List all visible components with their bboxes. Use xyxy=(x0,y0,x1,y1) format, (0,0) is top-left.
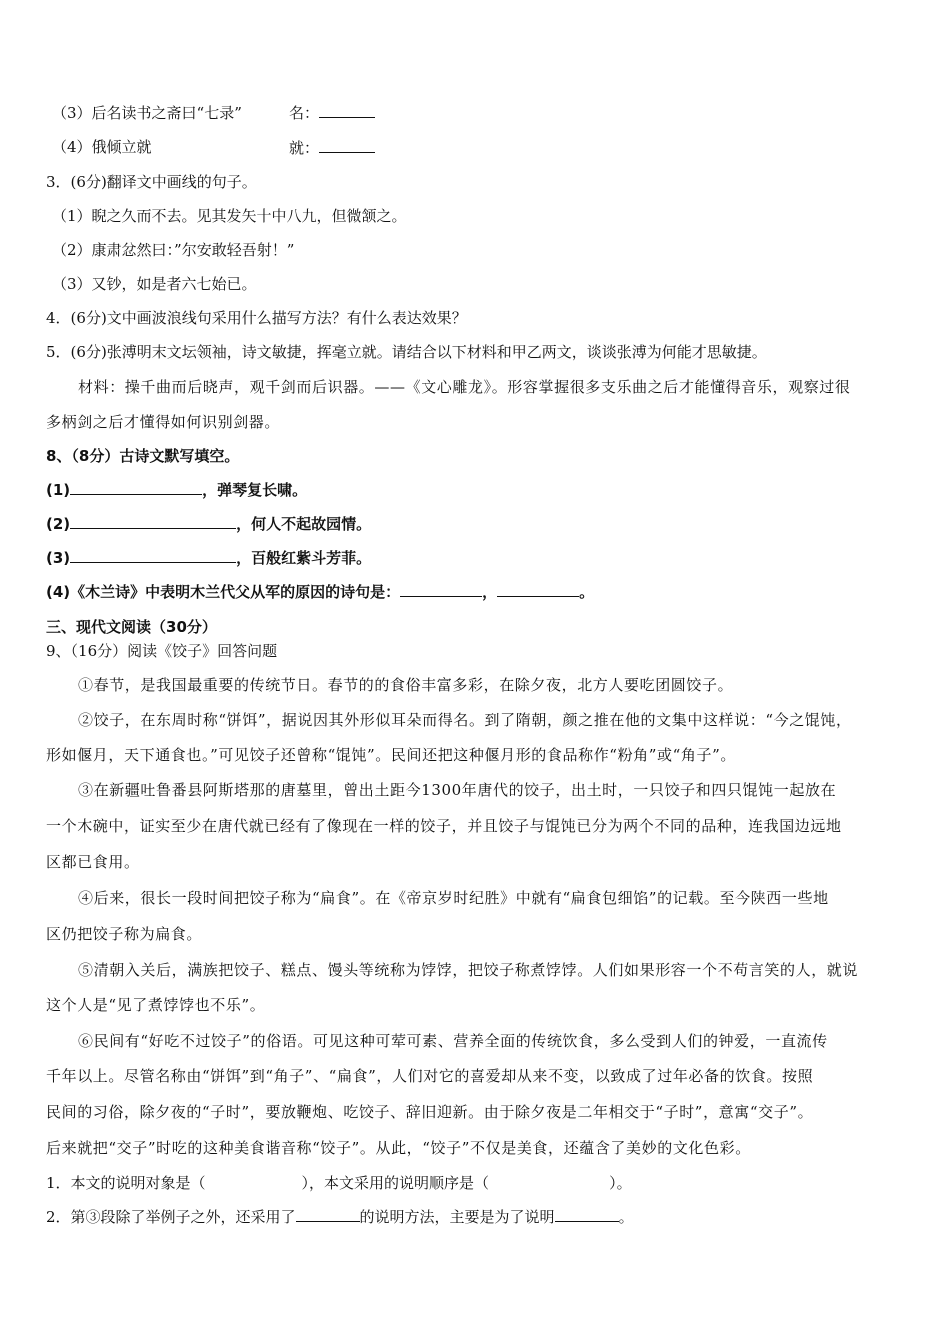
q9-paragraph-5-line-1: ⑤清朝入关后，满族把饺子、糕点、馒头等统称为饽饽，把饺子称煮饽饽。人们如果形容一个不苟言笑的人，就说 xyxy=(78,961,859,979)
q9-paragraph-5-line-2: 这个人是“见了煮饽饽也不乐”。 xyxy=(46,996,266,1014)
q9-paragraph-2-line-1: ②饺子，在东周时称“饼饵”，据说因其外形似耳朵而得名。到了隋朝，颜之推在他的文集中这样说：“今之馄饨， xyxy=(78,711,852,729)
section-heading: 三、现代文阅读（30分） xyxy=(46,618,217,636)
q8-line-4 xyxy=(46,582,594,602)
q8-line-2 xyxy=(46,514,371,534)
q9-sub-2-part-b: 的说明方法，主要是为了说明 xyxy=(359,1208,555,1226)
q9-paragraph-3-line-1: ③在新疆吐鲁番县阿斯塔那的唐墓里，曾出土距今1300年唐代的饺子，出土时，一只饺子和四只馄饨一起放在 xyxy=(78,781,837,799)
q9-sub-2 xyxy=(46,1207,634,1227)
q3-title: 3．(6分)翻译文中画线的句子。 xyxy=(46,173,257,191)
q9-paragraph-1: ①春节，是我国最重要的传统节日。春节的的食俗丰富多彩，在除夕夜，北方人要吃团圆饺子。 xyxy=(78,676,734,694)
q8-line-4-text: (4)《木兰诗》中表明木兰代父从军的原因的诗句是： xyxy=(46,583,401,601)
answer-blank[interactable] xyxy=(497,582,579,597)
q8-line-1-text: ，弹琴复长啸。 xyxy=(202,481,308,499)
q9-sub-2-part-a: 2．第③段除了举例子之外，还采用了 xyxy=(46,1208,296,1226)
q3-sentence-3: （3）又钞，如是者六七始已。 xyxy=(52,275,257,293)
q9-paragraph-6-line-1: ⑥民间有“好吃不过饺子”的俗语。可见这种可荤可素、营养全面的传统饮食，多么受到人们的钟爱，一直流传 xyxy=(78,1032,828,1050)
answer-blank[interactable] xyxy=(555,1207,619,1222)
q3-sentence-1: （1）睨之久而不去。见其发矢十中八九，但微颔之。 xyxy=(52,207,407,225)
q3-sentence-2: （2）康肃忿然曰：”尔安敢轻吾射！” xyxy=(52,241,295,259)
q9-paragraph-3-line-2: 一个木碗中，证实至少在唐代就已经有了像现在一样的饺子，并且饺子与馄饨已分为两个不同的品种，连我国边远地 xyxy=(46,817,842,835)
q8-line-1 xyxy=(46,480,307,500)
q5-material-line-2: 多柄剑之后才懂得如何识别剑器。 xyxy=(46,413,281,431)
q9-paragraph-6-line-3: 民间的习俗，除夕夜的“子时”，要放鞭炮、吃饺子、辞旧迎新。由于除夕夜是二年相交于“子时”，意寓“交子”。 xyxy=(46,1103,814,1121)
answer-blank[interactable] xyxy=(70,480,202,495)
q8-line-3-number: (3) xyxy=(46,549,71,567)
answer-blank[interactable] xyxy=(319,138,375,153)
q2-item4 xyxy=(52,137,152,157)
q9-sub-1-part-c: ）。 xyxy=(609,1174,632,1192)
q9-sub-1-part-a: 1．本文的说明对象是（ xyxy=(46,1174,206,1192)
q9-paragraph-4-line-2: 区仍把饺子称为扁食。 xyxy=(46,925,203,943)
q4-title: 4．(6分)文中画波浪线句采用什么描写方法？有什么表达效果？ xyxy=(46,309,467,327)
q8-line-3 xyxy=(46,548,371,568)
q9-paragraph-2-line-2: 形如偃月，天下通食也。”可见饺子还曾称“馄饨”。民间还把这种偃月形的食品称作“粉角”或“角子”。 xyxy=(46,746,736,764)
q9-title: 9、（16分）阅读《饺子》回答问题 xyxy=(46,642,278,660)
q9-sub-2-part-c: 。 xyxy=(618,1208,634,1226)
answer-blank[interactable] xyxy=(70,514,236,529)
answer-blank[interactable] xyxy=(296,1207,360,1222)
q2-item4-answer xyxy=(289,138,375,158)
q5-title: 5．(6分)张溥明末文坛领袖，诗文敏捷，挥毫立就。请结合以下材料和甲乙两文，谈谈张溥为何能才思敏捷。 xyxy=(46,343,767,361)
q2-item3 xyxy=(52,103,242,123)
q9-paragraph-6-line-2: 千年以上。尽管名称由“饼饵”到“角子”、“扁食”，人们对它的喜爱却从来不变，以致成了过年必备的饮食。按照 xyxy=(46,1067,814,1085)
q9-paragraph-4-line-1: ④后来，很长一段时间把饺子称为“扁食”。在《帝京岁时纪胜》中就有“扁食包细馅”的记载。至今陕西一些地 xyxy=(78,889,829,907)
q2-item4-text: （4）俄倾立就 xyxy=(52,138,152,156)
q9-sub-1-part-b: ），本文采用的说明顺序是（ xyxy=(301,1174,490,1192)
q9-paragraph-3-line-3: 区都已食用。 xyxy=(46,853,140,871)
q8-line-2-number: (2) xyxy=(46,515,71,533)
answer-blank[interactable] xyxy=(319,103,375,118)
answer-blank[interactable] xyxy=(400,582,482,597)
q2-item3-answer xyxy=(289,103,375,123)
q9-sub-1 xyxy=(46,1173,632,1193)
q8-title: 8、（8分）古诗文默写填空。 xyxy=(46,447,240,465)
q2-item3-label: 名： xyxy=(289,104,320,122)
q8-line-4-comma: ， xyxy=(482,583,498,601)
q8-line-2-text: ，何人不起故园情。 xyxy=(236,515,372,533)
q8-line-1-number: (1) xyxy=(46,481,71,499)
q8-line-4-end: 。 xyxy=(579,583,595,601)
q9-paragraph-6-line-4: 后来就把“交子”时吃的这种美食谐音称“饺子”。从此，“饺子”不仅是美食，还蕴含了美妙的文化色彩。 xyxy=(46,1139,751,1157)
q2-item4-label: 就： xyxy=(289,139,320,157)
q2-item3-text: （3）后名读书之斋曰“七录” xyxy=(52,104,242,122)
q5-material-line-1: 材料：操千曲而后晓声，观千剑而后识器。——《文心雕龙》。形容掌握很多支乐曲之后才能懂得音乐，观察过很 xyxy=(78,378,851,396)
answer-blank[interactable] xyxy=(70,548,236,563)
q8-line-3-text: ，百般红紫斗芳菲。 xyxy=(236,549,372,567)
